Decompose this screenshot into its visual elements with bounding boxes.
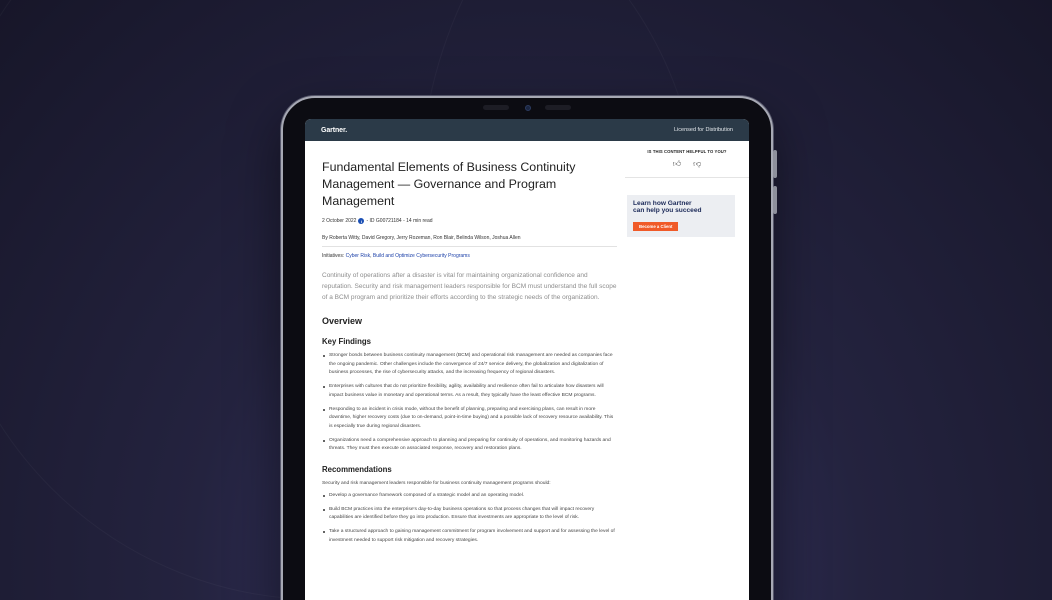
camera-icon xyxy=(525,105,531,111)
volume-button xyxy=(773,150,777,178)
key-findings-heading: Key Findings xyxy=(322,337,371,346)
list-item: Enterprises with cultures that do not prioritize flexibility, agility, availability and resilience often fail to articulate how disasters will impact business value in monetary and operational terms. As a result, they typically have the least effective BCM programs. xyxy=(322,383,617,400)
recommendations-list xyxy=(322,492,617,546)
document-id: - ID G00721184 - 14 min read xyxy=(366,218,433,224)
article xyxy=(322,159,617,551)
list-item: Stronger bonds between business continuity management (BCM) and operational risk management are needed as companies face the ongoing pandemic. Other challenges include the convergence of 24/7 service delivery, the globalization and digitalization of business processes, the rise of cybersecurity attacks, and the increasing frequency of regional disasters. xyxy=(322,352,617,378)
authors: By Roberta Witty, David Gregory, Jerry Rozeman, Ron Blair, Belinda Wilson, Joshua Allen xyxy=(322,235,521,241)
initiatives-separator: , xyxy=(370,253,372,259)
cta-title-line: can help you succeed xyxy=(633,207,702,215)
cta-title xyxy=(633,200,729,215)
initiative-link-cybersecurity-programs[interactable]: Build and Optimize Cybersecurity Programs xyxy=(372,253,470,259)
volume-button xyxy=(773,186,777,214)
gartner-logo[interactable]: Gartner. xyxy=(321,126,348,134)
summary: Continuity of operations after a disaster is vital for maintaining organizational confidence and reputation. Security and risk management leaders responsible for BCM must understand the full scope of a BCM program and prioritize their efforts according to the strategic needs of the organization. xyxy=(322,272,617,301)
page-content xyxy=(305,141,749,600)
list-item: Take a structured approach to gaining management commitment for program involvement and support and for assessing the level of investment needed to support risk mitigation and recovery strategies. xyxy=(322,528,617,545)
feedback-panel xyxy=(625,141,749,178)
initiatives xyxy=(322,253,617,259)
key-findings-list xyxy=(322,352,617,454)
thumbs-down-icon[interactable]: 👎︎ xyxy=(693,159,702,168)
top-bar xyxy=(305,119,749,141)
feedback-buttons xyxy=(625,159,749,169)
sensor xyxy=(483,105,509,110)
initiatives-label: Initiatives: xyxy=(322,253,345,259)
list-item: Build BCM practices into the enterprise's day-to-day business operations so that process changes that will impact recovery capabilities are identified before they go into production. Ensure that investments are appropriate to the level of risk. xyxy=(322,506,617,523)
license-label: Licensed for Distribution xyxy=(673,127,733,133)
overview-heading: Overview xyxy=(322,316,363,326)
publish-date: 2 October 2022 xyxy=(322,218,357,224)
cta-box xyxy=(627,195,735,237)
list-item: Organizations need a comprehensive approach to planning and preparing for continuity of operations, and monitoring hazards and threats. They must then execute on associated response, recovery and restoration plans. xyxy=(322,437,617,454)
cta-title-line: Learn how Gartner xyxy=(633,200,692,207)
article-meta xyxy=(322,218,617,224)
tablet-screen xyxy=(305,119,749,600)
become-client-button[interactable]: Become a Client xyxy=(633,222,678,231)
page-title: Fundamental Elements of Business Continuity Management — Governance and Program Management xyxy=(322,160,576,208)
list-item: Responding to an incident in crisis mode, without the benefit of planning, preparing and exercising plans, can result in more downtime, higher recovery costs (due to on-demand, point-in-time buying) and a possible lack of recovery resource availability. This is especially true during regional disasters. xyxy=(322,406,617,432)
list-item: Develop a governance framework composed of a strategic model and an operating model. xyxy=(322,492,617,501)
feedback-label: IS THIS CONTENT HELPFUL TO YOU? xyxy=(647,149,727,154)
recommendations-heading: Recommendations xyxy=(322,464,392,474)
thumbs-up-icon[interactable]: 👍︎ xyxy=(672,159,682,168)
sidebar xyxy=(625,141,749,237)
info-icon[interactable]: i xyxy=(358,218,364,224)
sensor xyxy=(545,105,571,110)
initiative-link-cyber-risk[interactable]: Cyber Risk xyxy=(345,253,371,259)
divider xyxy=(322,246,617,247)
tablet-device xyxy=(281,96,773,600)
recommendations-intro: Security and risk management leaders responsible for business continuity management programs should: xyxy=(322,480,551,486)
